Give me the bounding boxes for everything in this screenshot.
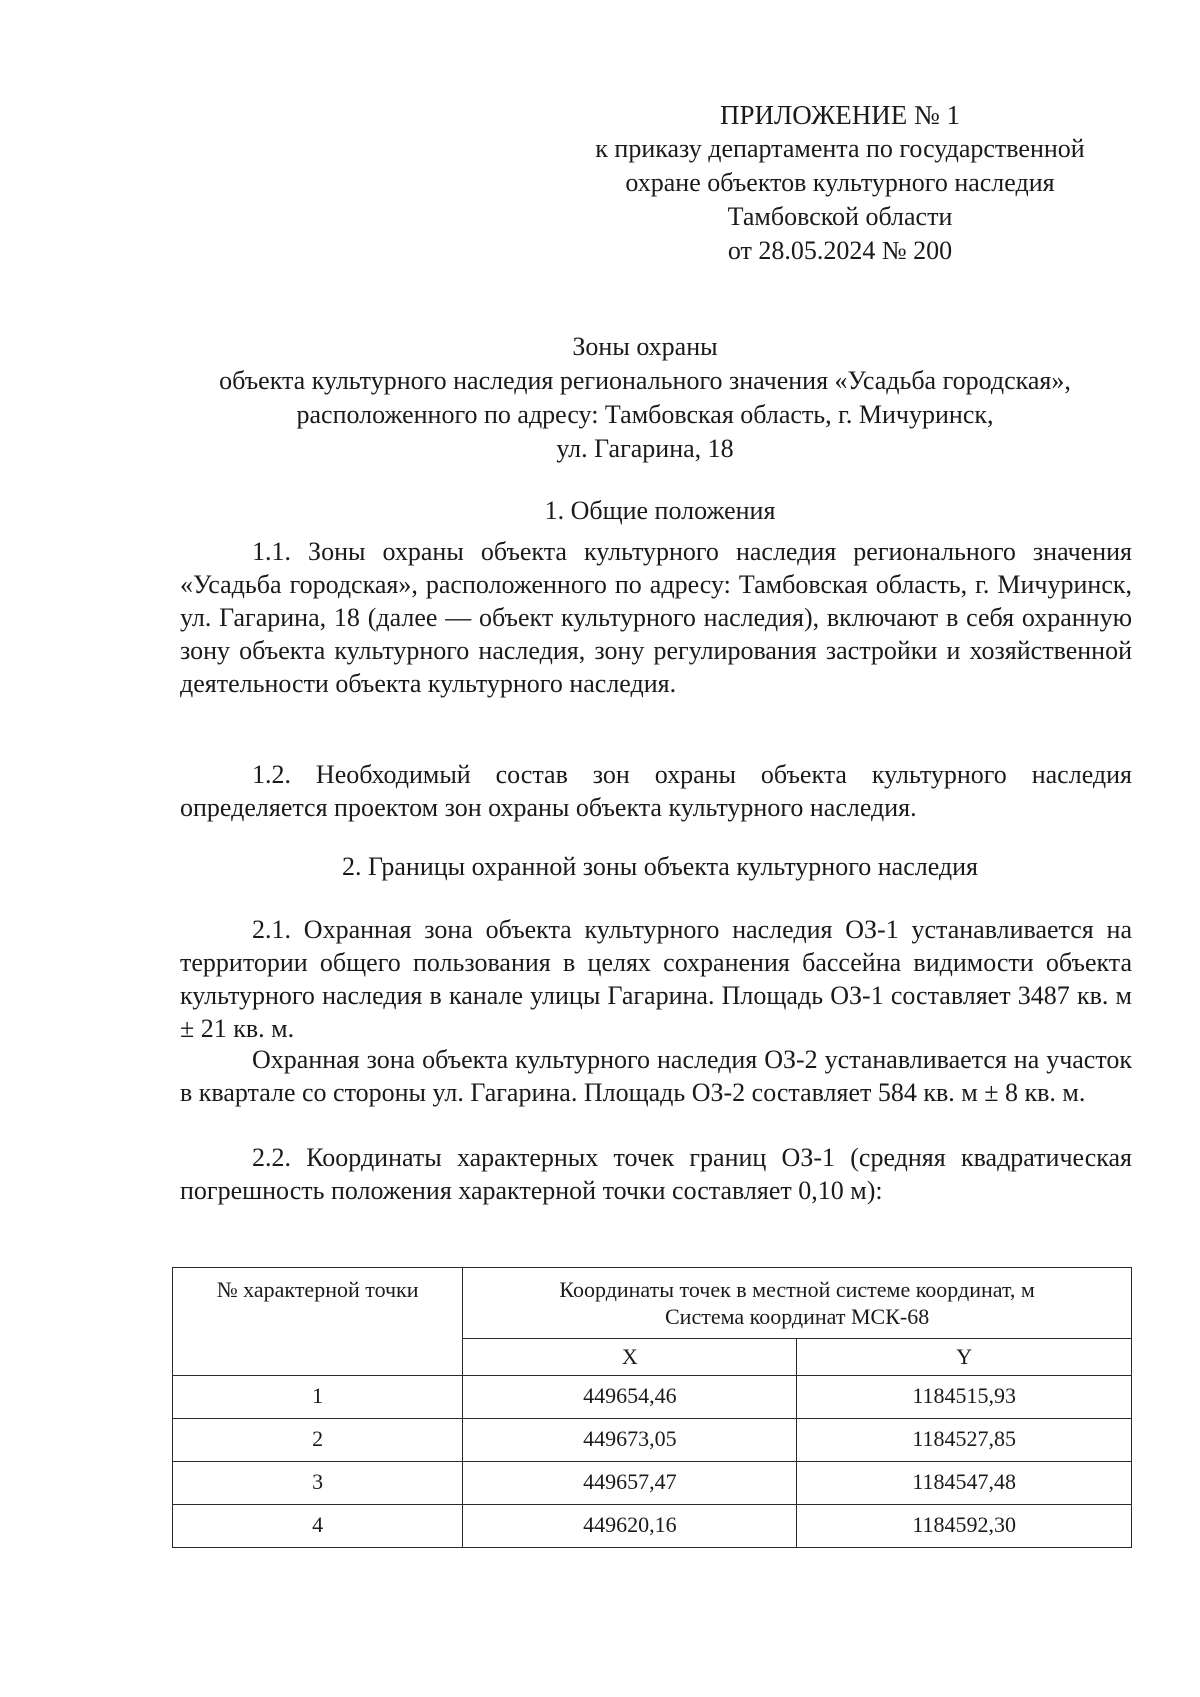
- title-line: Зоны охраны: [572, 332, 718, 361]
- appendix-line: Тамбовской области: [727, 202, 953, 231]
- table-row: [173, 1376, 1132, 1419]
- title-line: ул. Гагарина, 18: [556, 434, 734, 463]
- table-row: [173, 1505, 1132, 1548]
- coordinates-header-line1: Координаты точек в местной системе координат, м: [559, 1277, 1035, 1302]
- table-row: [173, 1419, 1132, 1462]
- appendix-line: к приказу департамента по государственной: [595, 134, 1085, 163]
- point-number-cell: 3: [173, 1462, 463, 1505]
- point-number-cell: 4: [173, 1505, 463, 1548]
- paragraph-2-1: 2.1. Охранная зона объекта культурного наследия ОЗ-1 устанавливается на территории общего пользования в целях сохранения бассейна видимости объекта культурного наследия в канале улицы Гагарина. Площадь ОЗ-1 составляет 3487 кв. м ± 21 кв. м.: [180, 915, 1132, 1043]
- section-1-heading: 1. Общие положения: [544, 496, 776, 525]
- coordinates-header-line2: Система координат МСК-68: [665, 1304, 930, 1329]
- x-coordinate-cell: 449620,16: [463, 1505, 797, 1548]
- appendix-date: от 28.05.2024 № 200: [727, 236, 953, 265]
- coordinates-header: [463, 1268, 1132, 1339]
- paragraph-1-2: 1.2. Необходимый состав зон охраны объекта культурного наследия определяется проектом зон охраны объекта культурного наследия.: [180, 760, 1132, 822]
- paragraph-2-1-oz2: Охранная зона объекта культурного наследия ОЗ-2 устанавливается на участок в квартале со стороны ул. Гагарина. Площадь ОЗ-2 составляет 584 кв. м ± 8 кв. м.: [180, 1045, 1132, 1107]
- y-coordinate-cell: 1184515,93: [797, 1376, 1132, 1419]
- appendix-title: ПРИЛОЖЕНИЕ № 1: [719, 100, 961, 130]
- x-coordinate-cell: 449654,46: [463, 1376, 797, 1419]
- section-2-heading: 2. Границы охранной зоны объекта культурного наследия: [341, 852, 979, 881]
- document-title: [150, 330, 1140, 466]
- appendix-line: охране объектов культурного наследия: [625, 168, 1055, 197]
- point-number-cell: 2: [173, 1419, 463, 1462]
- table-row: [173, 1462, 1132, 1505]
- x-coordinate-cell: 449673,05: [463, 1419, 797, 1462]
- point-number-cell: 1: [173, 1376, 463, 1419]
- appendix-header: [560, 98, 1120, 268]
- y-coordinate-cell: 1184592,30: [797, 1505, 1132, 1548]
- title-line: расположенного по адресу: Тамбовская область, г. Мичуринск,: [296, 400, 994, 429]
- y-header: Y: [797, 1339, 1132, 1376]
- y-coordinate-cell: 1184547,48: [797, 1462, 1132, 1505]
- paragraph-1-1: 1.1. Зоны охраны объекта культурного наследия регионального значения «Усадьба городская», расположенного по адресу: Тамбовская область, г. Мичуринск, ул. Гагарина, 18 (далее — объект культурного наследия), включают в себя охранную зону объекта культурного наследия, зону регулирования застройки и хозяйственной деятельности объекта культурного наследия.: [180, 537, 1132, 698]
- y-coordinate-cell: 1184527,85: [797, 1419, 1132, 1462]
- title-line: объекта культурного наследия регионального значения «Усадьба городская»,: [219, 366, 1071, 395]
- coordinates-table: [172, 1267, 1132, 1548]
- point-number-header: № характерной точки: [173, 1268, 463, 1376]
- x-coordinate-cell: 449657,47: [463, 1462, 797, 1505]
- paragraph-2-2: 2.2. Координаты характерных точек границ ОЗ-1 (средняя квадратическая погрешность положения характерной точки составляет 0,10 м):: [180, 1143, 1132, 1205]
- x-header: X: [463, 1339, 797, 1376]
